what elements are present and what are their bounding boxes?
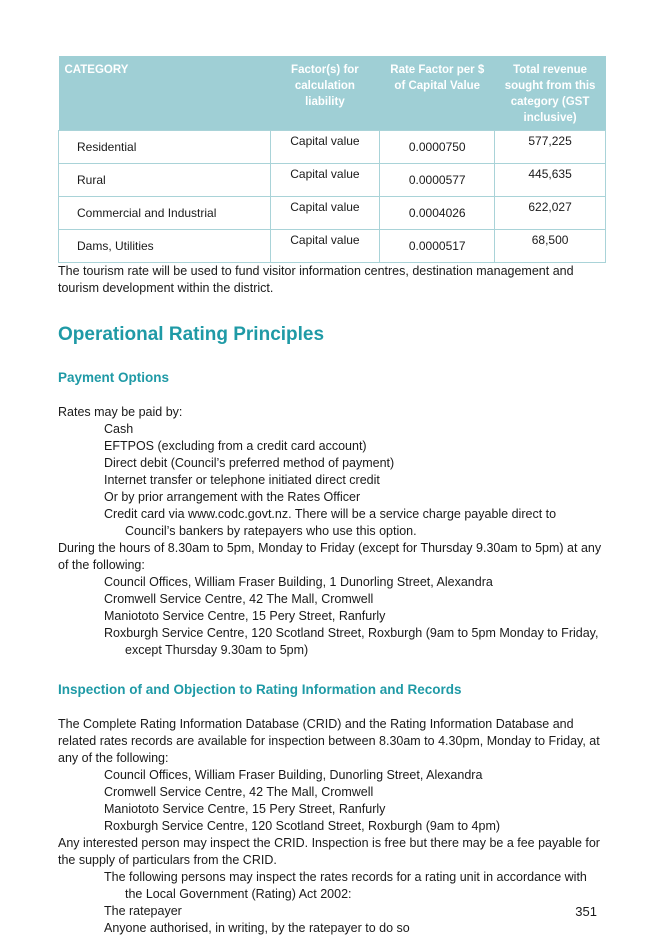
list-item: Maniototo Service Centre, 15 Pery Street, Ranfurly	[104, 802, 386, 816]
table-header-row	[59, 56, 606, 131]
inspection-heading: Inspection of and Objection to Rating Information and Records	[58, 682, 462, 697]
table-cell-factor: Capital value	[270, 197, 380, 230]
table-cell-rate-factor: 0.0000517	[380, 230, 495, 263]
list-item: EFTPOS (excluding from a credit card account)	[104, 439, 367, 453]
table-row	[59, 164, 606, 197]
crid-note: Any interested person may inspect the CRID. Inspection is free but there may be a fee payable for the supply of particulars from the CRID.	[58, 836, 600, 867]
list-item: Credit card via www.codc.govt.nz. There will be a service charge payable direct to Council’s bankers by ratepayers who use this option.	[104, 507, 557, 538]
list-item: Roxburgh Service Centre, 120 Scotland Street, Roxburgh (9am to 5pm Monday to Friday, except Thursday 9.30am to 5pm)	[104, 626, 599, 657]
table-cell-rate-factor: 0.0004026	[380, 197, 495, 230]
rates-table	[58, 56, 606, 263]
list-item: Maniototo Service Centre, 15 Pery Street, Ranfurly	[104, 609, 386, 623]
list-item: Roxburgh Service Centre, 120 Scotland Street, Roxburgh (9am to 4pm)	[104, 819, 501, 833]
section-title: Operational Rating Principles	[58, 324, 325, 345]
list-item: Anyone authorised, in writing, by the ratepayer to do so	[104, 921, 410, 935]
table-cell-factor: Capital value	[270, 164, 380, 197]
list-item: Or by prior arrangement with the Rates Officer	[104, 490, 361, 504]
table-cell-revenue: 68,500	[495, 230, 606, 263]
list-item: Cromwell Service Centre, 42 The Mall, Cromwell	[104, 785, 374, 799]
list-item: Direct debit (Council’s preferred method of payment)	[104, 456, 395, 470]
table-cell-rate-factor: 0.0000750	[380, 131, 495, 164]
payment-locations-list	[58, 574, 606, 659]
list-item: The following persons may inspect the rates records for a rating unit in accordance with the Local Government (Rating) Act 2002:	[104, 870, 587, 901]
inspection-intro: The Complete Rating Information Database (CRID) and the Rating Information Database and related rates records are available for inspection between 8.30am to 4.30pm, Monday to Friday, at any of the following:	[58, 717, 600, 765]
table-header-rate-factor: Rate Factor per $ of Capital Value	[380, 56, 495, 131]
table-cell-factor: Capital value	[270, 131, 380, 164]
table-cell-category: Commercial and Industrial	[59, 197, 271, 230]
payment-methods-list	[58, 421, 606, 540]
payment-hours: During the hours of 8.30am to 5pm, Monday to Friday (except for Thursday 9.30am to 5pm) at any of the following:	[58, 541, 602, 572]
list-item: The ratepayer	[104, 904, 182, 918]
tourism-note: The tourism rate will be used to fund visitor information centres, destination management and tourism development within the district.	[58, 264, 574, 295]
table-header-category: CATEGORY	[59, 56, 271, 131]
list-item: Cash	[104, 422, 134, 436]
inspection-locations-list	[58, 767, 606, 835]
list-item: Internet transfer or telephone initiated direct credit	[104, 473, 380, 487]
list-item: Council Offices, William Fraser Building, Dunorling Street, Alexandra	[104, 768, 483, 782]
list-item: Council Offices, William Fraser Building, 1 Dunorling Street, Alexandra	[104, 575, 493, 589]
table-header-total-revenue: Total revenue sought from this category (GST inclusive)	[495, 56, 606, 131]
table-header-factors: Factor(s) for calculation liability	[270, 56, 380, 131]
list-item: Cromwell Service Centre, 42 The Mall, Cromwell	[104, 592, 374, 606]
table-cell-category: Residential	[59, 131, 271, 164]
payment-intro: Rates may be paid by:	[58, 405, 183, 419]
table-cell-revenue: 445,635	[495, 164, 606, 197]
table-row	[59, 197, 606, 230]
document-page	[58, 56, 606, 937]
table-cell-rate-factor: 0.0000577	[380, 164, 495, 197]
table-cell-factor: Capital value	[270, 230, 380, 263]
table-cell-revenue: 622,027	[495, 197, 606, 230]
table-row	[59, 131, 606, 164]
payment-options-heading: Payment Options	[58, 370, 170, 385]
table-row	[59, 230, 606, 263]
table-cell-category: Dams, Utilities	[59, 230, 271, 263]
inspection-persons-list	[58, 869, 606, 937]
table-cell-category: Rural	[59, 164, 271, 197]
table-cell-revenue: 577,225	[495, 131, 606, 164]
page-number: 351	[575, 904, 597, 919]
